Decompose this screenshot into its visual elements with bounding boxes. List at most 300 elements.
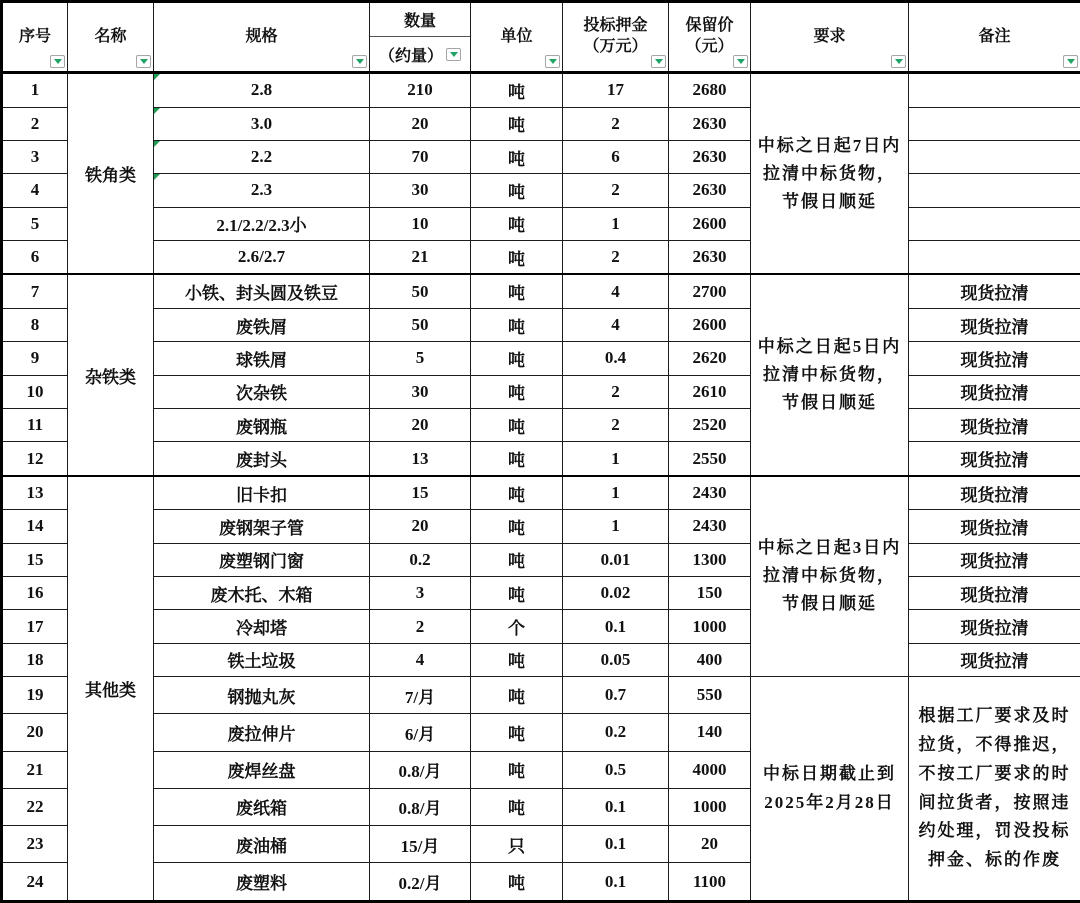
cell-spec[interactable] <box>154 751 370 788</box>
cell-price[interactable] <box>669 751 751 788</box>
cell-seq-text: 8 <box>30 315 40 335</box>
cell-note[interactable] <box>909 510 1080 543</box>
cell-qty[interactable] <box>370 308 471 341</box>
cell-spec-text: 废封头 <box>236 451 287 471</box>
cell-spec-text: 2.2 <box>250 147 273 167</box>
filter-dropdown-icon <box>1067 59 1075 64</box>
cell-spec[interactable] <box>154 476 370 510</box>
cell-qty-text: 4 <box>415 649 425 669</box>
cell-deposit[interactable] <box>563 241 669 275</box>
table-row <box>2 107 1080 140</box>
cell-price[interactable] <box>669 577 751 610</box>
cell-qty-text: 20 <box>411 113 429 133</box>
cell-seq-text: 24 <box>26 871 44 891</box>
cell-deposit-text: 0.05 <box>600 649 631 669</box>
cell-price[interactable] <box>669 207 751 240</box>
col-header-note[interactable] <box>909 2 1080 73</box>
table-row <box>2 643 1080 676</box>
col-header-seq[interactable] <box>2 2 68 73</box>
cell-unit[interactable] <box>471 207 563 240</box>
table-body <box>2 73 1080 902</box>
cell-price[interactable] <box>669 107 751 140</box>
filter-button[interactable] <box>651 55 666 68</box>
cell-qty-text: 0.8/月 <box>398 799 442 819</box>
cell-unit[interactable] <box>471 825 563 862</box>
filter-button[interactable] <box>446 48 461 61</box>
table-row <box>2 677 1080 714</box>
col-header-require-label: 要求 <box>813 28 846 46</box>
cell-seq[interactable] <box>2 207 68 240</box>
cell-qty[interactable] <box>370 140 471 173</box>
cell-spec[interactable] <box>154 174 370 207</box>
cell-deposit[interactable] <box>563 375 669 408</box>
cell-qty[interactable] <box>370 241 471 275</box>
cell-qty-text: 2 <box>415 616 425 636</box>
col-header-deposit-label: 投标押金 （万元） <box>583 17 648 55</box>
cell-seq[interactable] <box>2 788 68 825</box>
cell-qty[interactable] <box>370 375 471 408</box>
cell-category[interactable] <box>68 73 154 275</box>
cell-price[interactable] <box>669 308 751 341</box>
cell-unit[interactable] <box>471 140 563 173</box>
cell-deposit[interactable] <box>563 543 669 576</box>
cell-seq[interactable] <box>2 714 68 751</box>
cell-unit[interactable] <box>471 643 563 676</box>
cell-unit[interactable] <box>471 677 563 714</box>
cell-category-text: 铁角类 <box>85 166 136 186</box>
cell-seq-text: 21 <box>26 759 44 779</box>
cell-qty[interactable] <box>370 751 471 788</box>
cell-seq[interactable] <box>2 140 68 173</box>
filter-button[interactable] <box>733 55 748 68</box>
cell-spec[interactable] <box>154 342 370 375</box>
cell-deposit-text: 2 <box>611 247 620 267</box>
cell-price-text: 1000 <box>692 616 727 636</box>
cell-category[interactable] <box>68 476 154 902</box>
cell-price[interactable] <box>669 825 751 862</box>
cell-price[interactable] <box>669 476 751 510</box>
cell-unit[interactable] <box>471 73 563 108</box>
filter-button[interactable] <box>50 55 65 68</box>
cell-seq[interactable] <box>2 442 68 476</box>
cell-qty-text: 15 <box>411 483 429 503</box>
cell-seq[interactable] <box>2 863 68 902</box>
cell-price[interactable] <box>669 677 751 714</box>
cell-price-text: 2700 <box>692 281 727 301</box>
cell-note[interactable] <box>909 476 1080 510</box>
cell-unit[interactable] <box>471 241 563 275</box>
cell-spec[interactable] <box>154 577 370 610</box>
cell-deposit[interactable] <box>563 714 669 751</box>
cell-category[interactable] <box>68 274 154 475</box>
cell-qty[interactable] <box>370 274 471 308</box>
cell-unit-text: 吨 <box>508 116 525 136</box>
cell-requirement[interactable] <box>751 677 909 902</box>
cell-requirement[interactable] <box>751 274 909 475</box>
cell-price[interactable] <box>669 174 751 207</box>
cell-deposit[interactable] <box>563 788 669 825</box>
cell-unit-text: 吨 <box>508 485 525 505</box>
cell-qty[interactable] <box>370 510 471 543</box>
cell-seq[interactable] <box>2 825 68 862</box>
col-header-name[interactable] <box>68 2 154 73</box>
cell-note[interactable] <box>909 174 1080 207</box>
cell-spec[interactable] <box>154 308 370 341</box>
cell-qty-text: 20 <box>411 516 429 536</box>
cell-spec-text: 废塑料 <box>236 874 287 894</box>
cell-deposit[interactable] <box>563 643 669 676</box>
filter-dropdown-icon <box>895 59 903 64</box>
cell-note-text: 现货拉清 <box>960 417 1029 437</box>
cell-qty[interactable] <box>370 643 471 676</box>
cell-deposit[interactable] <box>563 107 669 140</box>
cell-price-text: 2630 <box>692 113 727 133</box>
filter-button[interactable] <box>136 55 151 68</box>
cell-spec[interactable] <box>154 510 370 543</box>
cell-note-text: 现货拉清 <box>960 485 1029 505</box>
cell-note-text: 现货拉清 <box>960 451 1029 471</box>
cell-unit[interactable] <box>471 375 563 408</box>
cell-seq[interactable] <box>2 409 68 442</box>
cell-price[interactable] <box>669 610 751 643</box>
cell-seq[interactable] <box>2 241 68 275</box>
cell-seq[interactable] <box>2 510 68 543</box>
table-row <box>2 174 1080 207</box>
cell-unit-text: 吨 <box>508 182 525 202</box>
cell-note[interactable] <box>909 643 1080 676</box>
cell-spec[interactable] <box>154 375 370 408</box>
cell-unit[interactable] <box>471 442 563 476</box>
cell-unit[interactable] <box>471 174 563 207</box>
cell-deposit[interactable] <box>563 308 669 341</box>
cell-deposit[interactable] <box>563 510 669 543</box>
cell-spec[interactable] <box>154 73 370 108</box>
cell-spec-text: 废拉伸片 <box>227 724 296 744</box>
cell-spec[interactable] <box>154 788 370 825</box>
cell-price-text: 400 <box>696 649 723 669</box>
cell-seq-text: 11 <box>26 415 44 435</box>
cell-spec[interactable] <box>154 274 370 308</box>
cell-price[interactable] <box>669 274 751 308</box>
filter-button[interactable] <box>891 55 906 68</box>
cell-price[interactable] <box>669 643 751 676</box>
cell-qty[interactable] <box>370 476 471 510</box>
cell-seq[interactable] <box>2 610 68 643</box>
cell-spec[interactable] <box>154 863 370 902</box>
cell-price[interactable] <box>669 442 751 476</box>
col-header-deposit[interactable] <box>563 2 669 73</box>
cell-spec-text: 废铁屑 <box>236 317 287 337</box>
cell-spec-text: 次杂铁 <box>236 384 287 404</box>
cell-qty[interactable] <box>370 863 471 902</box>
table-row <box>2 274 1080 308</box>
cell-unit[interactable] <box>471 274 563 308</box>
cell-spec[interactable] <box>154 207 370 240</box>
cell-seq[interactable] <box>2 274 68 308</box>
cell-note[interactable] <box>909 442 1080 476</box>
col-header-qty[interactable] <box>370 2 471 73</box>
cell-note[interactable] <box>909 543 1080 576</box>
cell-note-merged[interactable] <box>909 677 1080 902</box>
cell-price[interactable] <box>669 788 751 825</box>
cell-deposit-text: 2 <box>611 381 620 401</box>
cell-qty[interactable] <box>370 543 471 576</box>
cell-unit[interactable] <box>471 510 563 543</box>
cell-deposit[interactable] <box>563 825 669 862</box>
cell-note[interactable] <box>909 409 1080 442</box>
cell-seq[interactable] <box>2 375 68 408</box>
cell-seq[interactable] <box>2 308 68 341</box>
cell-note[interactable] <box>909 107 1080 140</box>
cell-seq[interactable] <box>2 543 68 576</box>
cell-spec-text: 2.3 <box>250 180 273 200</box>
cell-spec[interactable] <box>154 241 370 275</box>
cell-unit-text: 吨 <box>508 687 525 707</box>
cell-qty[interactable] <box>370 610 471 643</box>
cell-deposit-text: 17 <box>607 80 624 100</box>
cell-deposit-text: 4 <box>611 281 620 301</box>
cell-price[interactable] <box>669 375 751 408</box>
cell-qty[interactable] <box>370 174 471 207</box>
cell-deposit[interactable] <box>563 409 669 442</box>
cell-spec-text: 小铁、封头圆及铁豆 <box>185 284 338 304</box>
cell-deposit[interactable] <box>563 342 669 375</box>
col-header-qty-label: 数量 <box>370 3 470 37</box>
cell-note-text: 现货拉清 <box>960 384 1029 404</box>
cell-qty-text: 10 <box>411 213 429 233</box>
cell-qty-text: 20 <box>411 415 429 435</box>
cell-qty[interactable] <box>370 73 471 108</box>
table-row <box>2 510 1080 543</box>
cell-qty[interactable] <box>370 577 471 610</box>
cell-qty[interactable] <box>370 677 471 714</box>
cell-qty[interactable] <box>370 788 471 825</box>
filter-dropdown-icon <box>356 59 364 64</box>
col-header-name-label: 名称 <box>94 28 127 46</box>
cell-spec-text: 钢抛丸灰 <box>227 687 296 707</box>
cell-price-text: 140 <box>696 722 723 742</box>
cell-spec-text: 球铁屑 <box>236 350 287 370</box>
cell-deposit-text: 0.5 <box>604 759 627 779</box>
cell-spec-text: 废钢瓶 <box>236 417 287 437</box>
cell-price-text: 2430 <box>692 483 727 503</box>
col-header-spec[interactable] <box>154 2 370 73</box>
cell-spec-text: 旧卡扣 <box>236 485 287 505</box>
col-header-unit-label: 单位 <box>500 28 533 46</box>
cell-note[interactable] <box>909 207 1080 240</box>
cell-note[interactable] <box>909 610 1080 643</box>
cell-deposit[interactable] <box>563 610 669 643</box>
filter-dropdown-icon <box>140 59 148 64</box>
cell-unit[interactable] <box>471 476 563 510</box>
cell-note[interactable] <box>909 577 1080 610</box>
cell-seq[interactable] <box>2 73 68 108</box>
cell-price[interactable] <box>669 510 751 543</box>
cell-unit-text: 只 <box>508 836 525 856</box>
cell-note[interactable] <box>909 342 1080 375</box>
cell-seq-text: 5 <box>30 213 40 233</box>
cell-seq-text: 23 <box>26 834 44 854</box>
cell-unit[interactable] <box>471 409 563 442</box>
comment-marker-icon <box>154 141 160 147</box>
cell-qty[interactable] <box>370 825 471 862</box>
cell-price[interactable] <box>669 543 751 576</box>
cell-qty[interactable] <box>370 207 471 240</box>
cell-unit[interactable] <box>471 751 563 788</box>
cell-unit[interactable] <box>471 577 563 610</box>
cell-price[interactable] <box>669 73 751 108</box>
cell-note[interactable] <box>909 375 1080 408</box>
cell-spec-text: 废钢架子管 <box>219 518 304 538</box>
cell-price[interactable] <box>669 714 751 751</box>
col-header-price[interactable] <box>669 2 751 73</box>
cell-unit-text: 吨 <box>508 149 525 169</box>
cell-spec[interactable] <box>154 140 370 173</box>
cell-unit-text: 吨 <box>508 762 525 782</box>
cell-spec-text: 冷却塔 <box>236 619 287 639</box>
cell-qty[interactable] <box>370 409 471 442</box>
cell-spec[interactable] <box>154 442 370 476</box>
cell-qty[interactable] <box>370 107 471 140</box>
cell-seq-text: 9 <box>30 348 40 368</box>
cell-deposit[interactable] <box>563 442 669 476</box>
filter-button[interactable] <box>545 55 560 68</box>
cell-seq[interactable] <box>2 342 68 375</box>
cell-spec[interactable] <box>154 107 370 140</box>
cell-deposit-text: 2 <box>611 180 620 200</box>
cell-seq[interactable] <box>2 174 68 207</box>
filter-button[interactable] <box>1063 55 1078 68</box>
cell-note[interactable] <box>909 308 1080 341</box>
cell-spec[interactable] <box>154 714 370 751</box>
cell-requirement[interactable] <box>751 73 909 275</box>
cell-unit[interactable] <box>471 107 563 140</box>
col-header-qty-sublabel: （约量） <box>378 47 443 65</box>
cell-spec-text: 2.6/2.7 <box>237 247 286 267</box>
cell-deposit[interactable] <box>563 174 669 207</box>
cell-unit-text: 个 <box>508 619 525 639</box>
cell-qty-text: 15/月 <box>400 836 440 856</box>
cell-unit[interactable] <box>471 342 563 375</box>
cell-seq-text: 12 <box>26 448 44 468</box>
cell-price-text: 2630 <box>692 147 727 167</box>
table-row <box>2 543 1080 576</box>
cell-deposit[interactable] <box>563 207 669 240</box>
cell-spec[interactable] <box>154 409 370 442</box>
cell-seq[interactable] <box>2 107 68 140</box>
cell-price-text: 550 <box>696 685 723 705</box>
table-row <box>2 308 1080 341</box>
cell-category-text: 杂铁类 <box>85 367 136 387</box>
cell-price[interactable] <box>669 342 751 375</box>
cell-note[interactable] <box>909 241 1080 275</box>
col-header-unit[interactable] <box>471 2 563 73</box>
cell-seq-text: 15 <box>26 549 44 569</box>
cell-unit[interactable] <box>471 714 563 751</box>
cell-deposit[interactable] <box>563 274 669 308</box>
cell-deposit[interactable] <box>563 140 669 173</box>
cell-seq-text: 4 <box>30 180 40 200</box>
cell-seq-text: 2 <box>30 113 40 133</box>
cell-spec[interactable] <box>154 543 370 576</box>
cell-price[interactable] <box>669 140 751 173</box>
cell-seq-text: 1 <box>30 80 40 100</box>
cell-qty-text: 30 <box>411 180 429 200</box>
col-header-require[interactable] <box>751 2 909 73</box>
cell-price[interactable] <box>669 241 751 275</box>
cell-qty-text: 3 <box>415 583 425 603</box>
cell-deposit[interactable] <box>563 73 669 108</box>
cell-qty[interactable] <box>370 714 471 751</box>
cell-unit[interactable] <box>471 543 563 576</box>
cell-deposit[interactable] <box>563 677 669 714</box>
cell-deposit-text: 0.01 <box>600 549 631 569</box>
cell-seq-text: 17 <box>26 616 44 636</box>
cell-unit-text: 吨 <box>508 552 525 572</box>
cell-spec[interactable] <box>154 677 370 714</box>
cell-unit-text: 吨 <box>508 417 525 437</box>
cell-spec[interactable] <box>154 610 370 643</box>
cell-unit[interactable] <box>471 308 563 341</box>
cell-spec[interactable] <box>154 825 370 862</box>
cell-requirement-text: 中标之日起7日内拉清中标货物，节假日顺延 <box>757 135 902 211</box>
cell-unit[interactable] <box>471 788 563 825</box>
cell-deposit-text: 0.02 <box>600 583 631 603</box>
cell-deposit-text: 0.4 <box>604 348 627 368</box>
cell-deposit[interactable] <box>563 476 669 510</box>
cell-seq[interactable] <box>2 476 68 510</box>
cell-note[interactable] <box>909 274 1080 308</box>
cell-seq[interactable] <box>2 577 68 610</box>
cell-spec[interactable] <box>154 643 370 676</box>
cell-seq[interactable] <box>2 677 68 714</box>
cell-deposit[interactable] <box>563 577 669 610</box>
cell-seq[interactable] <box>2 643 68 676</box>
cell-deposit-text: 1 <box>611 516 620 536</box>
cell-spec-text: 2.1/2.2/2.3小 <box>216 216 307 236</box>
cell-qty[interactable] <box>370 342 471 375</box>
cell-deposit-text: 0.1 <box>604 834 627 854</box>
cell-unit[interactable] <box>471 610 563 643</box>
cell-seq-text: 7 <box>30 281 40 301</box>
cell-price[interactable] <box>669 409 751 442</box>
cell-price-text: 2520 <box>692 415 727 435</box>
cell-deposit[interactable] <box>563 751 669 788</box>
cell-unit-text: 吨 <box>508 384 525 404</box>
cell-note-text: 现货拉清 <box>960 317 1029 337</box>
cell-price-text: 2610 <box>692 381 727 401</box>
cell-note-text: 现货拉清 <box>960 552 1029 572</box>
cell-seq-text: 22 <box>26 796 44 816</box>
cell-requirement[interactable] <box>751 476 909 677</box>
cell-deposit[interactable] <box>563 863 669 902</box>
cell-price[interactable] <box>669 863 751 902</box>
cell-unit[interactable] <box>471 863 563 902</box>
cell-note[interactable] <box>909 73 1080 108</box>
cell-qty-text: 13 <box>411 448 429 468</box>
cell-qty[interactable] <box>370 442 471 476</box>
table-row <box>2 409 1080 442</box>
cell-seq[interactable] <box>2 751 68 788</box>
cell-note[interactable] <box>909 140 1080 173</box>
cell-unit-text: 吨 <box>508 249 525 269</box>
cell-deposit-text: 0.1 <box>604 796 627 816</box>
cell-unit-text: 吨 <box>508 82 525 102</box>
cell-qty-text: 50 <box>411 315 429 335</box>
filter-button[interactable] <box>352 55 367 68</box>
table-row <box>2 342 1080 375</box>
table-row <box>2 207 1080 240</box>
